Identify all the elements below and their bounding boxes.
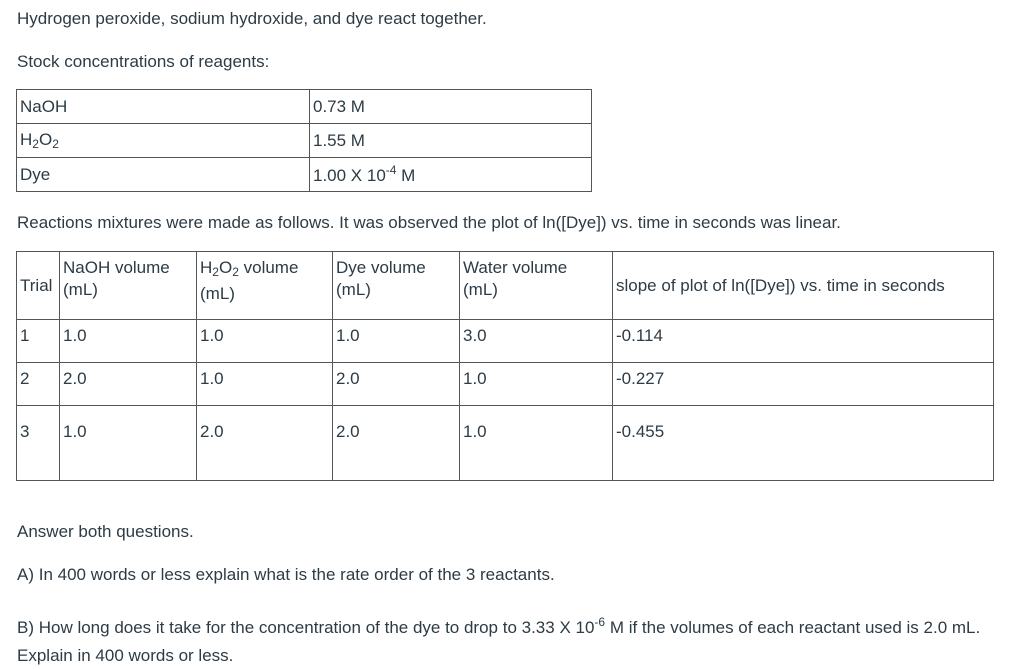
table-row	[17, 406, 994, 481]
question-b: B) How long does it take for the concentration of the dye to drop to 3.33 X $10^{-6}$ M if the volumes of each reactant used is 2.0 mL. Explain in 400 words or less.	[17, 615, 981, 665]
cell-naoh: 1.0	[60, 406, 197, 481]
reaction-mixture-table	[16, 251, 994, 481]
cell-h2o2: 1.0	[197, 320, 333, 363]
cell-water: 1.0	[460, 406, 613, 481]
reagent-h2o2: $H_2O_2$	[17, 124, 310, 158]
conc-naoh: 0.73 M	[310, 90, 592, 124]
reactions-text: Reactions mixtures were made as follows. It was observed the plot of ln([Dye]) vs. time in seconds was linear.	[17, 213, 841, 232]
stock-label: Stock concentrations of reagents:	[17, 52, 270, 71]
table-row	[17, 320, 994, 363]
header-water: Water volume (mL)	[460, 252, 613, 320]
cell-dye: 2.0	[333, 363, 460, 406]
cell-slope: -0.114	[613, 320, 994, 363]
header-trial: Trial	[17, 252, 60, 320]
instructions: Answer both questions.	[17, 522, 194, 541]
reagent-naoh: NaOH	[17, 90, 310, 124]
header-slope: slope of plot of ln([Dye]) vs. time in seconds	[613, 252, 994, 320]
question-a: A) In 400 words or less explain what is the rate order of the 3 reactants.	[17, 565, 555, 584]
header-h2o2: $H_2O_2$ volume (mL)	[197, 252, 333, 320]
cell-water: 3.0	[460, 320, 613, 363]
cell-trial: 3	[17, 406, 60, 481]
conc-dye: 1.00 X $10^{-4}$ M	[310, 158, 592, 192]
table-row	[17, 90, 592, 124]
table-row	[17, 158, 592, 192]
header-dye: Dye volume (mL)	[333, 252, 460, 320]
intro-text: Hydrogen peroxide, sodium hydroxide, and dye react together.	[17, 9, 487, 28]
header-naoh: NaOH volume (mL)	[60, 252, 197, 320]
conc-h2o2: 1.55 M	[310, 124, 592, 158]
cell-water: 1.0	[460, 363, 613, 406]
cell-trial: 1	[17, 320, 60, 363]
cell-naoh: 1.0	[60, 320, 197, 363]
cell-dye: 2.0	[333, 406, 460, 481]
cell-trial: 2	[17, 363, 60, 406]
cell-slope: -0.455	[613, 406, 994, 481]
table-header-row	[17, 252, 994, 320]
cell-naoh: 2.0	[60, 363, 197, 406]
reagent-dye: Dye	[17, 158, 310, 192]
table-row	[17, 124, 592, 158]
cell-h2o2: 2.0	[197, 406, 333, 481]
cell-dye: 1.0	[333, 320, 460, 363]
stock-concentration-table	[16, 89, 592, 192]
table-row	[17, 363, 994, 406]
cell-h2o2: 1.0	[197, 363, 333, 406]
cell-slope: -0.227	[613, 363, 994, 406]
